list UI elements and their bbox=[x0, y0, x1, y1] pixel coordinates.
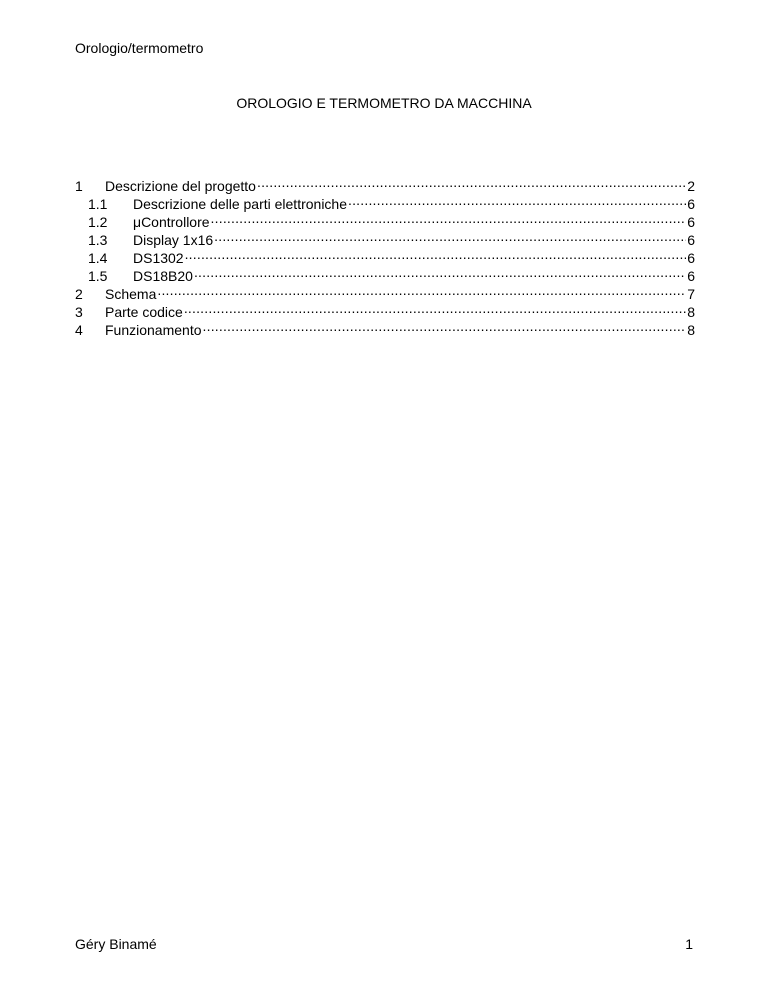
toc-entry-title: Descrizione del progetto bbox=[105, 178, 256, 194]
toc-dot-leader bbox=[214, 227, 686, 245]
toc-dot-leader bbox=[211, 209, 687, 227]
toc-entry-3[interactable] bbox=[75, 299, 695, 320]
toc-dot-leader bbox=[157, 281, 686, 299]
toc-entry-title: Funzionamento bbox=[105, 322, 202, 338]
toc-entry-page: 2 bbox=[687, 178, 695, 194]
toc-entry-page: 8 bbox=[687, 304, 695, 320]
document-title: OROLOGIO E TERMOMETRO DA MACCHINA bbox=[236, 95, 532, 111]
toc-entry-page: 6 bbox=[687, 268, 695, 284]
toc-entry-number: 1.1 bbox=[88, 196, 108, 212]
toc-entry-title: Schema bbox=[105, 286, 157, 302]
toc-entry-page: 7 bbox=[687, 286, 695, 302]
toc-entry-2[interactable] bbox=[75, 281, 695, 302]
toc-dot-leader bbox=[203, 317, 687, 335]
toc-entry-number: 4 bbox=[75, 322, 83, 338]
toc-dot-leader bbox=[184, 299, 686, 317]
toc-dot-leader bbox=[348, 191, 686, 209]
toc-entry-title: μControllore bbox=[133, 214, 210, 230]
toc-entry-title: DS18B20 bbox=[133, 268, 193, 284]
toc-entry-number: 1.2 bbox=[88, 214, 108, 230]
footer-author: Géry Binamé bbox=[75, 936, 157, 952]
page-header: Orologio/termometro bbox=[75, 40, 204, 56]
footer-page-number: 1 bbox=[685, 936, 693, 952]
toc-entry-title: Parte codice bbox=[105, 304, 183, 320]
toc-entry-title: DS1302 bbox=[133, 250, 184, 266]
toc-entry-title: Display 1x16 bbox=[133, 232, 214, 248]
toc-entry-page: 8 bbox=[687, 322, 695, 338]
toc-entry-number: 1 bbox=[75, 178, 83, 194]
toc-entry-page: 6 bbox=[687, 232, 695, 248]
toc-entry-page: 6 bbox=[687, 250, 695, 266]
toc-entry-1[interactable] bbox=[75, 173, 695, 194]
toc-entry-number: 1.3 bbox=[88, 232, 108, 248]
toc-entry-number: 1.4 bbox=[88, 250, 108, 266]
toc-entry-number: 3 bbox=[75, 304, 83, 320]
toc-entry-title: Descrizione delle parti elettroniche bbox=[133, 196, 347, 212]
toc-entry-number: 1.5 bbox=[88, 268, 108, 284]
toc-dot-leader bbox=[257, 173, 686, 191]
toc-dot-leader bbox=[185, 245, 687, 263]
toc-entry-page: 6 bbox=[687, 214, 695, 230]
table-of-contents bbox=[75, 173, 695, 338]
toc-entry-number: 2 bbox=[75, 286, 83, 302]
toc-entry-page: 6 bbox=[687, 196, 695, 212]
toc-dot-leader bbox=[194, 263, 686, 281]
